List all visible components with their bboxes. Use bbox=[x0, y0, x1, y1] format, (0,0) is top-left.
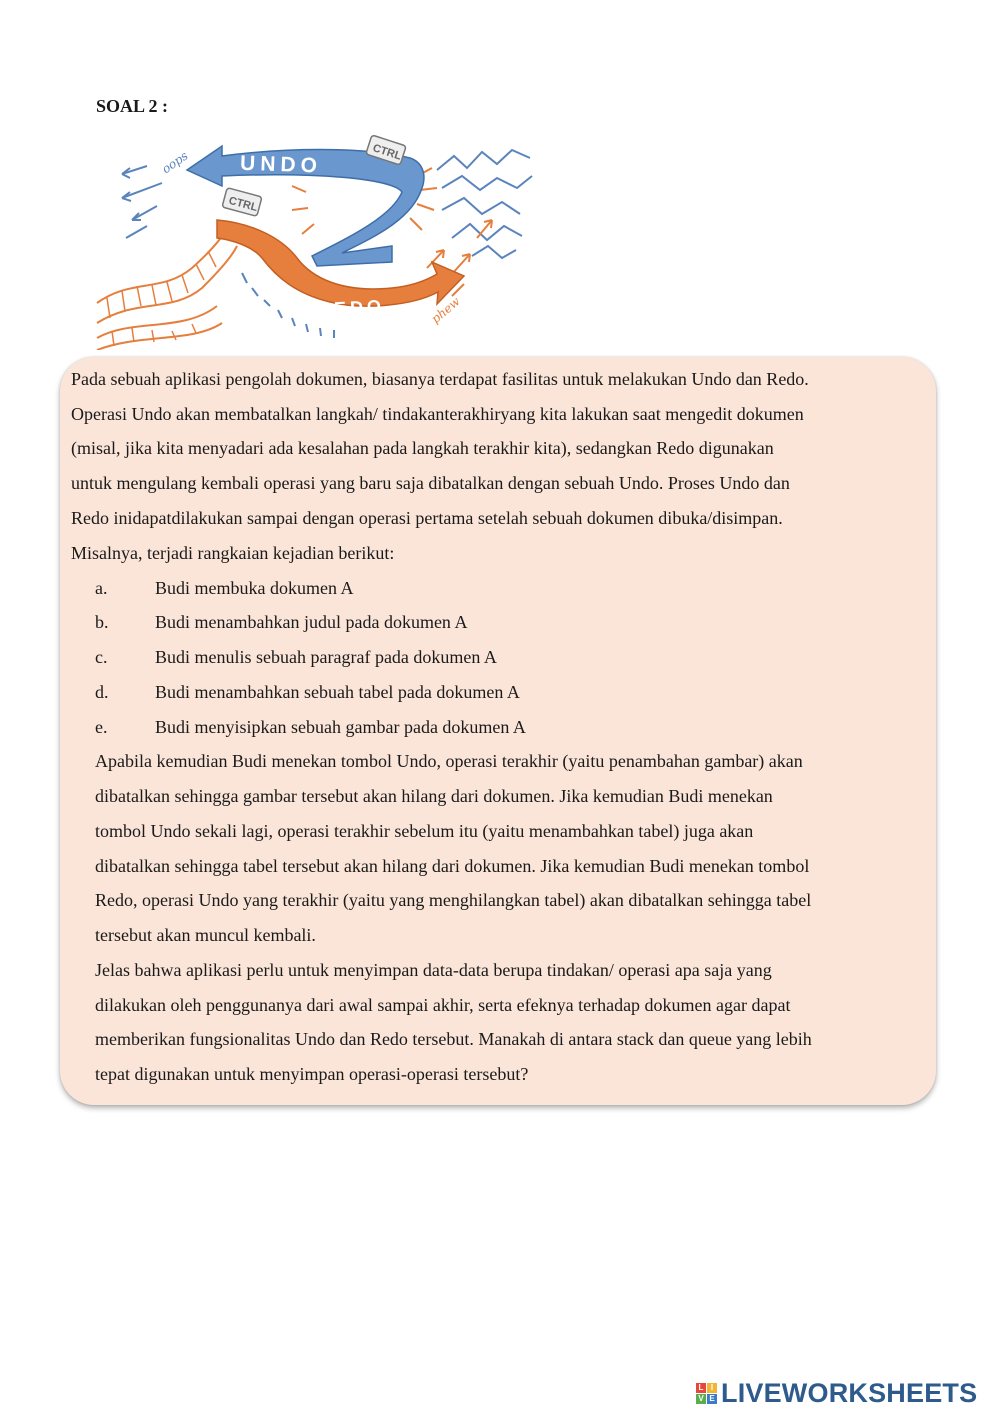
paragraph-3-line: Jelas bahwa aplikasi perlu untuk menyimpan data-data berupa tindakan/ operasi apa saja yang bbox=[95, 960, 772, 980]
paragraph-2-line: Apabila kemudian Budi menekan tombol Undo, operasi terakhir (yaitu penambahan gambar) akan bbox=[95, 751, 803, 771]
list-text: Budi membuka dokumen A bbox=[155, 578, 354, 598]
track-lines bbox=[97, 228, 237, 350]
logo-mark-square: L bbox=[696, 1383, 706, 1393]
redo-label: REDO bbox=[316, 296, 386, 320]
undo-label: UNDO bbox=[239, 151, 323, 178]
paragraph-1-line: Redo inidapatdilakukan sampai dengan operasi pertama setelah sebuah dokumen dibuka/disimpan. bbox=[71, 508, 783, 528]
list-letter: c. bbox=[95, 647, 108, 667]
logo-mark-square: V bbox=[696, 1394, 706, 1404]
question-text-box bbox=[60, 357, 936, 1105]
list-letter: a. bbox=[95, 578, 108, 598]
list-text: Budi menulis sebuah paragraf pada dokumen A bbox=[155, 647, 497, 667]
list-text: Budi menyisipkan sebuah gambar pada dokumen A bbox=[155, 717, 526, 737]
paragraph-2-line: Redo, operasi Undo yang terakhir (yaitu yang menghilangkan tabel) akan dibatalkan sehingga tabel bbox=[95, 890, 812, 910]
paragraph-1-line: Pada sebuah aplikasi pengolah dokumen, biasanya terdapat fasilitas untuk melakukan Undo dan Redo. bbox=[71, 369, 809, 389]
motion-arrows bbox=[122, 166, 162, 238]
paragraph-2-line: dibatalkan sehingga tabel tersebut akan hilang dari dokumen. Jika kemudian Budi menekan tombol bbox=[95, 856, 810, 876]
paragraph-1-line: Operasi Undo akan membatalkan langkah/ tindakanterakhiryang kita lakukan saat mengedit dokumen bbox=[71, 404, 804, 424]
list-letter: d. bbox=[95, 682, 109, 702]
zigzag-lines bbox=[437, 150, 532, 258]
paragraph-1-line: (misal, jika kita menyadari ada kesalahan pada langkah terakhir kita), sedangkan Redo digunakan bbox=[71, 438, 774, 458]
list-text: Budi menambahkan sebuah tabel pada dokumen A bbox=[155, 682, 520, 702]
list-letter: b. bbox=[95, 612, 109, 632]
logo-mark-square: I bbox=[707, 1383, 717, 1393]
paragraph-1-line: untuk mengulang kembali operasi yang baru saja dibatalkan dengan sebuah Undo. Proses Undo dan bbox=[71, 473, 790, 493]
liveworksheets-logo[interactable] bbox=[696, 1378, 977, 1408]
paragraph-3-line: memberikan fungsionalitas Undo dan Redo tersebut. Manakah di antara stack dan queue yang lebih bbox=[95, 1029, 812, 1049]
list-letter: e. bbox=[95, 717, 108, 737]
logo-text: LIVEWORKSHEETS bbox=[721, 1377, 978, 1408]
ctrl-key-left bbox=[222, 188, 262, 217]
phew-label: phew bbox=[428, 294, 463, 327]
undo-redo-illustration bbox=[92, 128, 540, 350]
paragraph-2-line: tersebut akan muncul kembali. bbox=[95, 925, 316, 945]
logo-mark-icon bbox=[696, 1383, 717, 1404]
question-heading: SOAL 2 : bbox=[96, 96, 169, 116]
paragraph-1-line: Misalnya, terjadi rangkaian kejadian berikut: bbox=[71, 543, 395, 563]
paragraph-3-line: dilakukan oleh penggunanya dari awal sampai akhir, serta efeknya terhadap dokumen agar dapat bbox=[95, 995, 791, 1015]
list-text: Budi menambahkan judul pada dokumen A bbox=[155, 612, 468, 632]
svg-text:CTRL: CTRL bbox=[371, 142, 403, 163]
paragraph-2-line: dibatalkan sehingga gambar tersebut akan hilang dari dokumen. Jika kemudian Budi menekan bbox=[95, 786, 773, 806]
logo-mark-square: E bbox=[707, 1394, 717, 1404]
paragraph-3-line: tepat digunakan untuk menyimpan operasi-operasi tersebut? bbox=[95, 1064, 529, 1084]
svg-text:CTRL: CTRL bbox=[227, 194, 259, 214]
paragraph-2-line: tombol Undo sekali lagi, operasi terakhir sebelum itu (yaitu menambahkan tabel) juga akan bbox=[95, 821, 754, 841]
oops-label: oops bbox=[159, 148, 191, 177]
